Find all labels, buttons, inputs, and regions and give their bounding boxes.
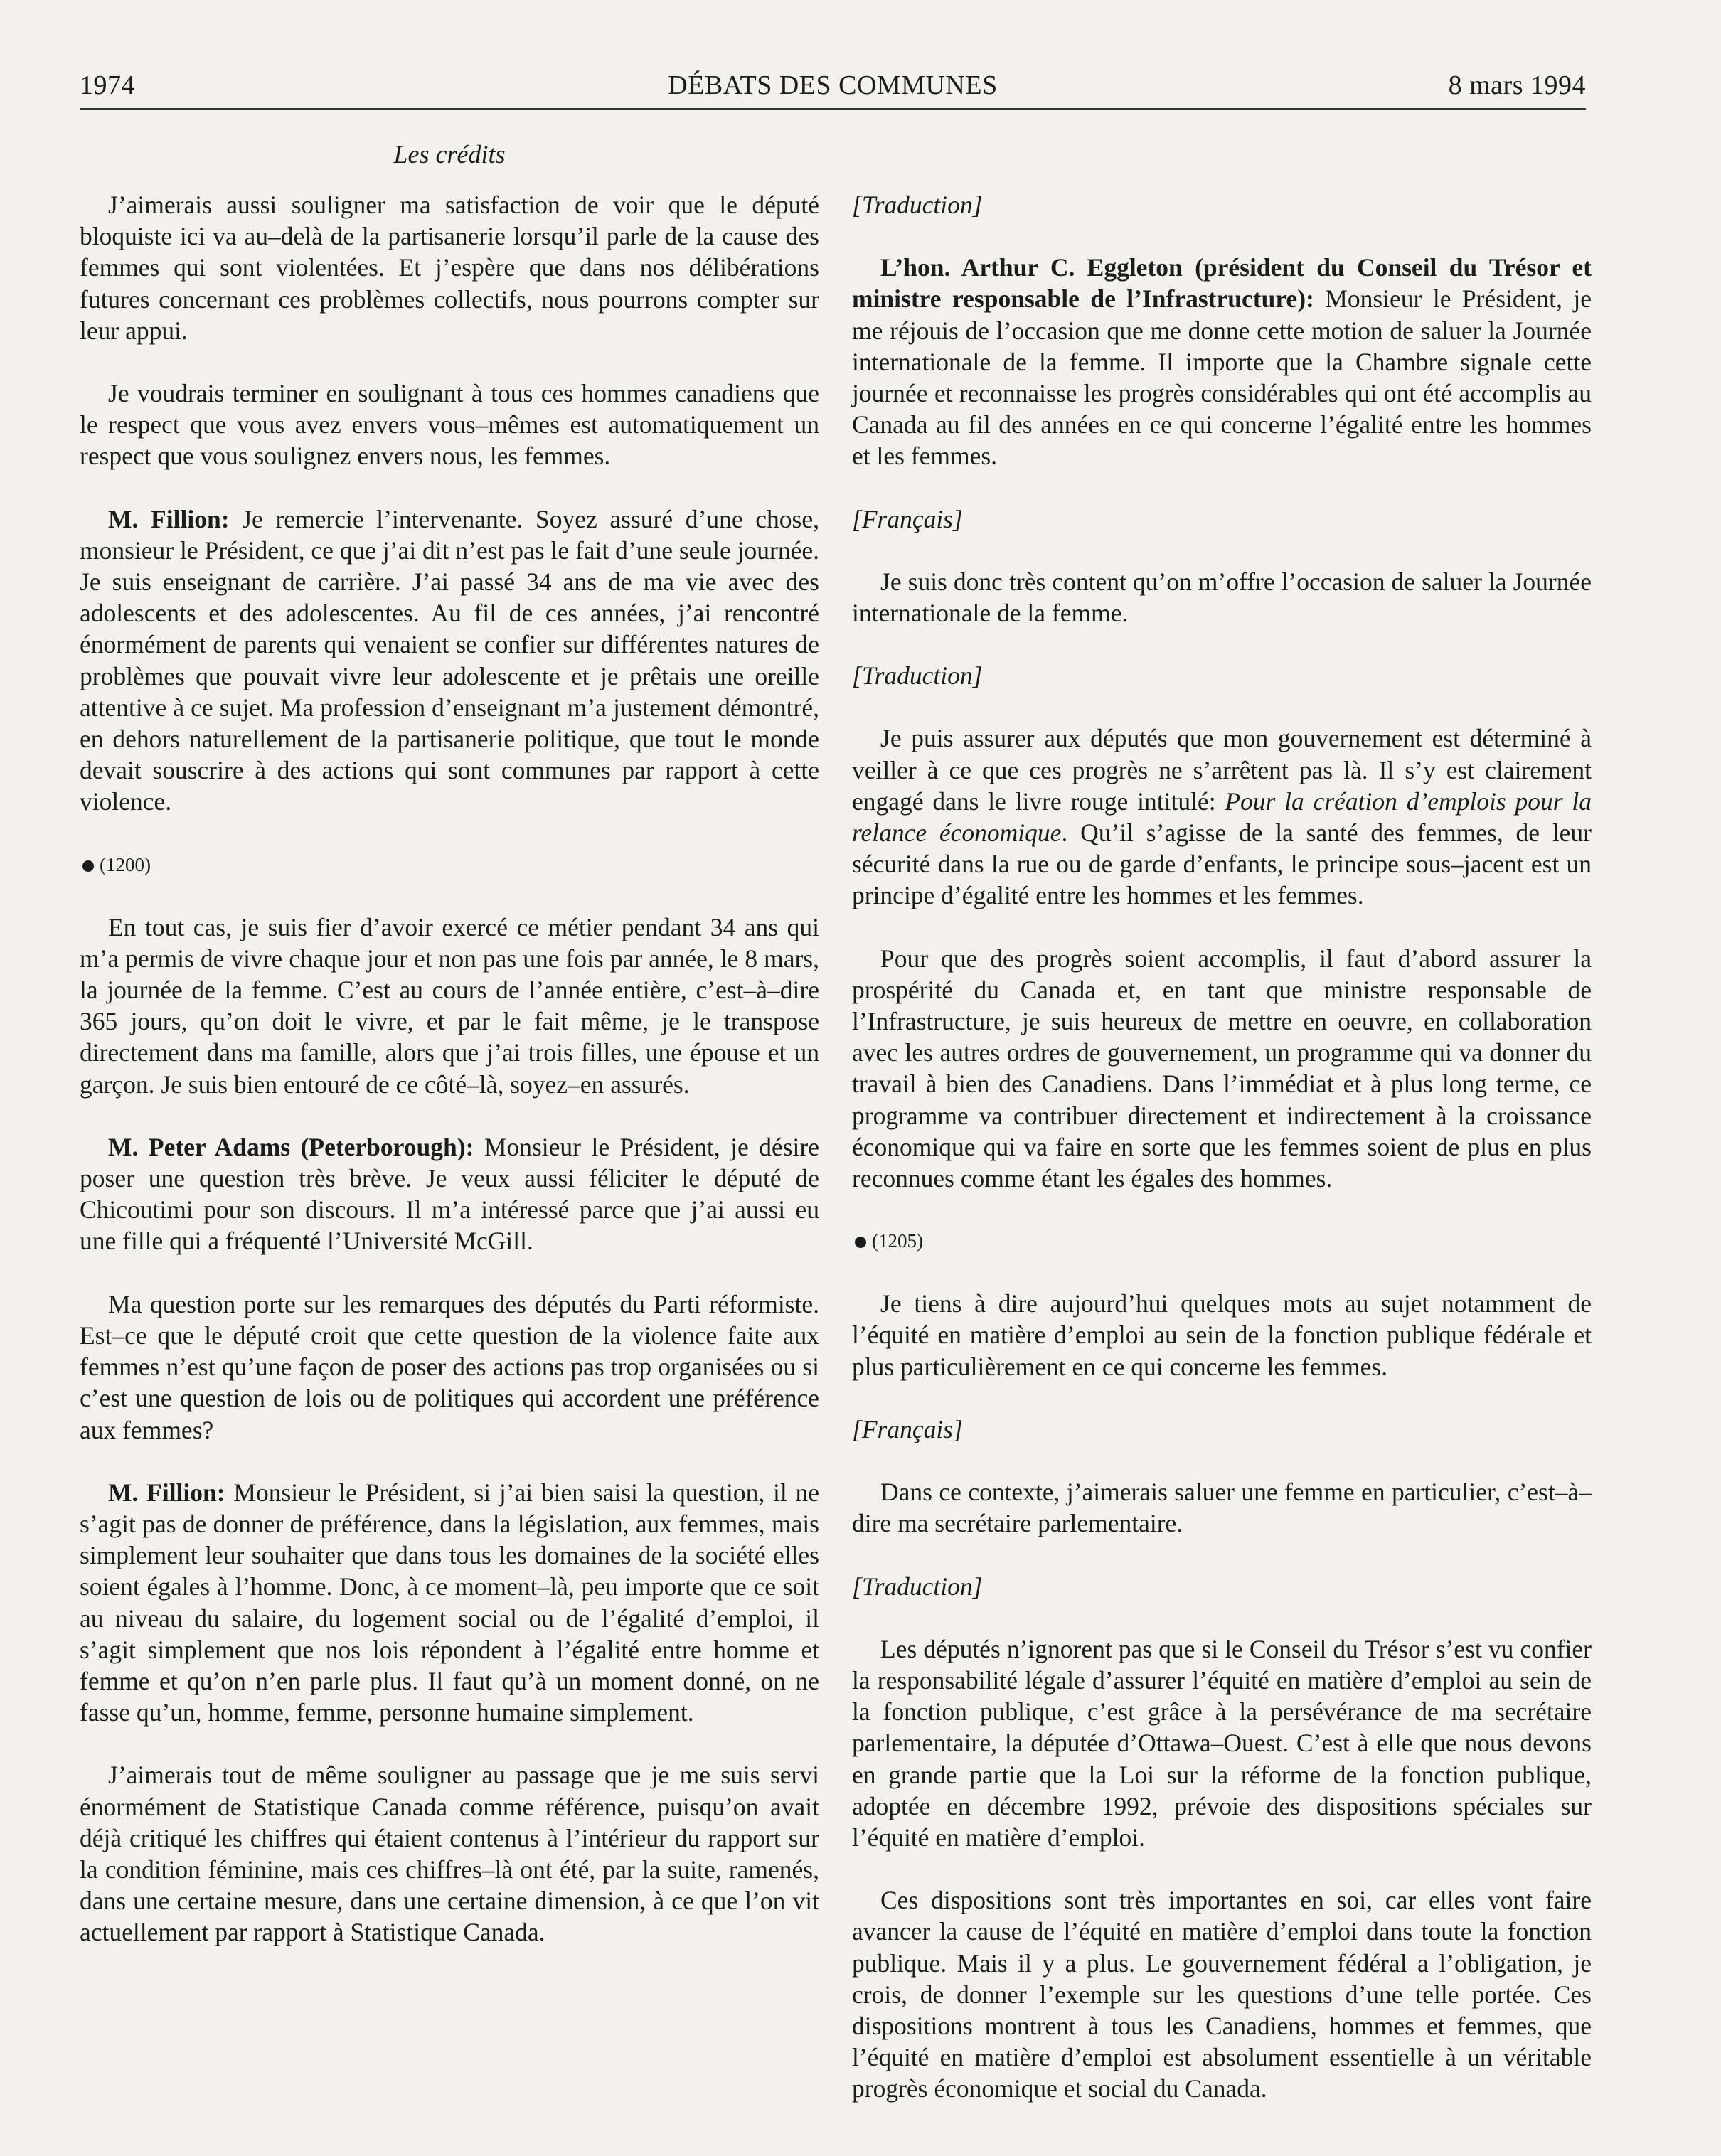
paragraph: Ces dispositions sont très importantes en soi, car elles vont faire avancer la cause de l’équité en matière d’emploi dans toute la fonction publique. Mais il y a plus. Le gouvernement fédéral a l’obligation, je crois, de donner l’exemple sur les questions d’une telle portée. Ces dispositions montrent à tous les Canadiens, hommes et femmes, que l’équité en matière d’emploi est absolument essentielle à un véritable progrès économique et social du Canada. xyxy=(852,1886,1592,2103)
paragraph xyxy=(80,503,819,818)
left-column xyxy=(80,189,819,1948)
language-tag: [Traduction] xyxy=(852,191,983,219)
speech-text: Monsieur le Président, si j’ai bien saisi la question, il ne s’agit pas de donner de préférence, dans la législation, aux femmes, mais simplement leur souhaiter que dans tous les domaines de la société elles soient égales à l’homme. Donc, à ce moment–là, peu importe que ce soit au niveau du salaire, du logement social ou de l’égalité d’emploi, il s’agit simplement que nos lois répondent à l’égalité entre homme et femme et qu’on n’en parle plus. Il faut qu’à un moment donné, on ne fasse qu’un, homme, femme, personne humaine simplement. xyxy=(80,1478,819,1727)
speaker-name: M. Peter Adams (Peterborough): xyxy=(108,1132,474,1161)
speech-text: Monsieur le Président, je désire poser une question très brève. Je veux aussi féliciter le député de Chicoutimi pour son discours. Il m’a intéressé parce que j’ai aussi eu une fille qui a fréquenté l’Université McGill. xyxy=(80,1132,819,1256)
paragraph xyxy=(852,252,1592,471)
page-number: 1974 xyxy=(80,70,135,100)
time-marker-label: (1200) xyxy=(100,853,151,875)
paragraph: Les députés n’ignorent pas que si le Conseil du Trésor s’est vu confier la responsabilité légale d’assurer l’équité en matière d’emploi au sein de la fonction publique, c’est grâce à la persévérance de ma secrétaire parlementaire, la députée d’Ottawa–Ouest. C’est à elle que nous devons en grande partie que la Loi sur la réforme de la fonction publique, adoptée en décembre 1992, prévoie des dispositions spéciales sur l’équité en matière d’emploi. xyxy=(852,1634,1592,1852)
language-tag: [Français] xyxy=(852,1414,963,1443)
paragraph: Je voudrais terminer en soulignant à tous ces hommes canadiens que le respect que vous avez envers vous–mêmes est automatiquement un respect que vous soulignez envers nous, les femmes. xyxy=(80,379,819,471)
paragraph: Pour que des progrès soient accomplis, il faut d’abord assurer la prospérité du Canada et, en tant que ministre responsable de l’Infrastructure, je suis heureux de mettre en oeuvre, en collaboration avec les autres ordres de gouvernement, un programme qui va donner du travail à bien des Canadiens. Dans l’immédiat et à plus long terme, ce programme va contribuer directement et indirectement à la croissance économique qui va faire en sorte que les femmes soient de plus en plus reconnues comme étant les égales des hommes. xyxy=(852,944,1592,1193)
paragraph: En tout cas, je suis fier d’avoir exercé ce métier pendant 34 ans qui m’a permis de vivre chaque jour et non pas une fois par année, le 8 mars, la journée de la femme. C’est au cours de l’année entière, c’est–à–dire 365 jours, qu’on doit le vivre, et par le fait même, je le transpose directement dans ma famille, alors que j’ai trois filles, une épouse et un garçon. Je suis bien entouré de ce côté–là, soyez–en assurés. xyxy=(80,912,819,1099)
bullet-icon xyxy=(855,1237,866,1248)
paragraph xyxy=(852,722,1592,911)
publication-title: DÉBATS DES COMMUNES xyxy=(668,70,998,100)
right-column xyxy=(852,189,1592,2105)
book-title: Pour la création d’emplois pour la relance économique xyxy=(852,786,1592,848)
paragraph: Dans ce contexte, j’aimerais saluer une femme en particulier, c’est–à–dire ma secrétaire parlementaire. xyxy=(852,1478,1592,1538)
language-tag: [Traduction] xyxy=(852,661,983,690)
page-header xyxy=(80,65,1586,110)
page-date: 8 mars 1994 xyxy=(1448,70,1586,100)
speaker-name: M. Fillion: xyxy=(108,1478,225,1507)
speaker-name: L’hon. Arthur C. Eggleton (président du Conseil du Trésor et ministre responsable de l’Infrastructure): xyxy=(852,253,1592,314)
paragraph: Je suis donc très content qu’on m’offre l’occasion de saluer la Journée internationale de la femme. xyxy=(852,567,1592,628)
speech-text: . Qu’il s’agisse de la santé des femmes, de leur sécurité dans la rue ou de garde d’enfants, le principe sous–jacent est un principe d’égalité entre les hommes et les femmes. xyxy=(852,818,1592,910)
paragraph: Ma question porte sur les remarques des députés du Parti réformiste. Est–ce que le député croit que cette question de la violence faite aux femmes n’est qu’une façon de poser des actions pas trop organisées ou si c’est une question de lois ou de politiques qui accordent une préférence aux femmes? xyxy=(80,1289,819,1444)
time-marker xyxy=(80,849,819,880)
paragraph: Je tiens à dire aujourd’hui quelques mots au sujet notamment de l’équité en matière d’emploi au sein de la fonction publique fédérale et plus particulièrement en ce qui concerne les femmes. xyxy=(852,1289,1592,1381)
time-marker xyxy=(852,1225,1592,1256)
speaker-name: M. Fillion: xyxy=(108,504,230,533)
speech-text: Je puis assurer aux députés que mon gouvernement est déterminé à veiller à ce que ces progrès ne s’arrêtent pas là. Il s’y est clairement engagé dans le livre rouge intitulé: xyxy=(852,724,1592,816)
bullet-icon xyxy=(82,860,94,872)
section-title: Les crédits xyxy=(393,140,506,169)
paragraph xyxy=(80,1477,819,1729)
language-tag: [Français] xyxy=(852,504,963,533)
speech-text: Je remercie l’intervenante. Soyez assuré d’une chose, monsieur le Président, ce que j’ai dit n’est pas le fait d’une seule journée. Je suis enseignant de carrière. J’ai passé 34 ans de ma vie avec des adolescents et des adolescentes. Au fil de ces années, j’ai rencontré énormément de parents qui venaient se confier sur différentes natures de problèmes que pouvait vivre leur adolescente et je prêtais une oreille attentive à ce sujet. Ma profession d’enseignant m’a justement démontré, en dehors naturellement de la partisanerie politique, que tout le monde devait souscrire à des actions qui sont communes par rapport à cette violence. xyxy=(80,504,820,816)
paragraph xyxy=(80,1131,819,1257)
paragraph: J’aimerais tout de même souligner au passage que je me suis servi énormément de Statistique Canada comme référence, puisqu’on avait déjà critiqué les chiffres qui étaient contenus à l’intérieur du rapport sur la condition féminine, mais ces chiffres–là ont été, par la suite, ramenés, dans une certaine mesure, dans une certaine dimension, à ce que l’on vit actuellement par rapport à Statistique Canada. xyxy=(80,1761,819,1947)
language-tag: [Traduction] xyxy=(852,1571,983,1601)
speech-text: Monsieur le Président, je me réjouis de l’occasion que me donne cette motion de saluer la Journée internationale de la femme. Il importe que la Chambre signale cette journée et reconnaisse les progrès considérables qui ont été accomplis au Canada au fil des années en ce qui concerne l’égalité entre les hommes et les femmes. xyxy=(852,284,1592,471)
paragraph: J’aimerais aussi souligner ma satisfaction de voir que le député bloquiste ici va au–delà de la partisanerie lorsqu’il parle de la cause des femmes qui sont violentées. Et j’espère que dans nos délibérations futures concernant ces problèmes collectifs, nous pourrons compter sur leur appui. xyxy=(80,191,819,345)
time-marker-label: (1205) xyxy=(872,1230,923,1252)
